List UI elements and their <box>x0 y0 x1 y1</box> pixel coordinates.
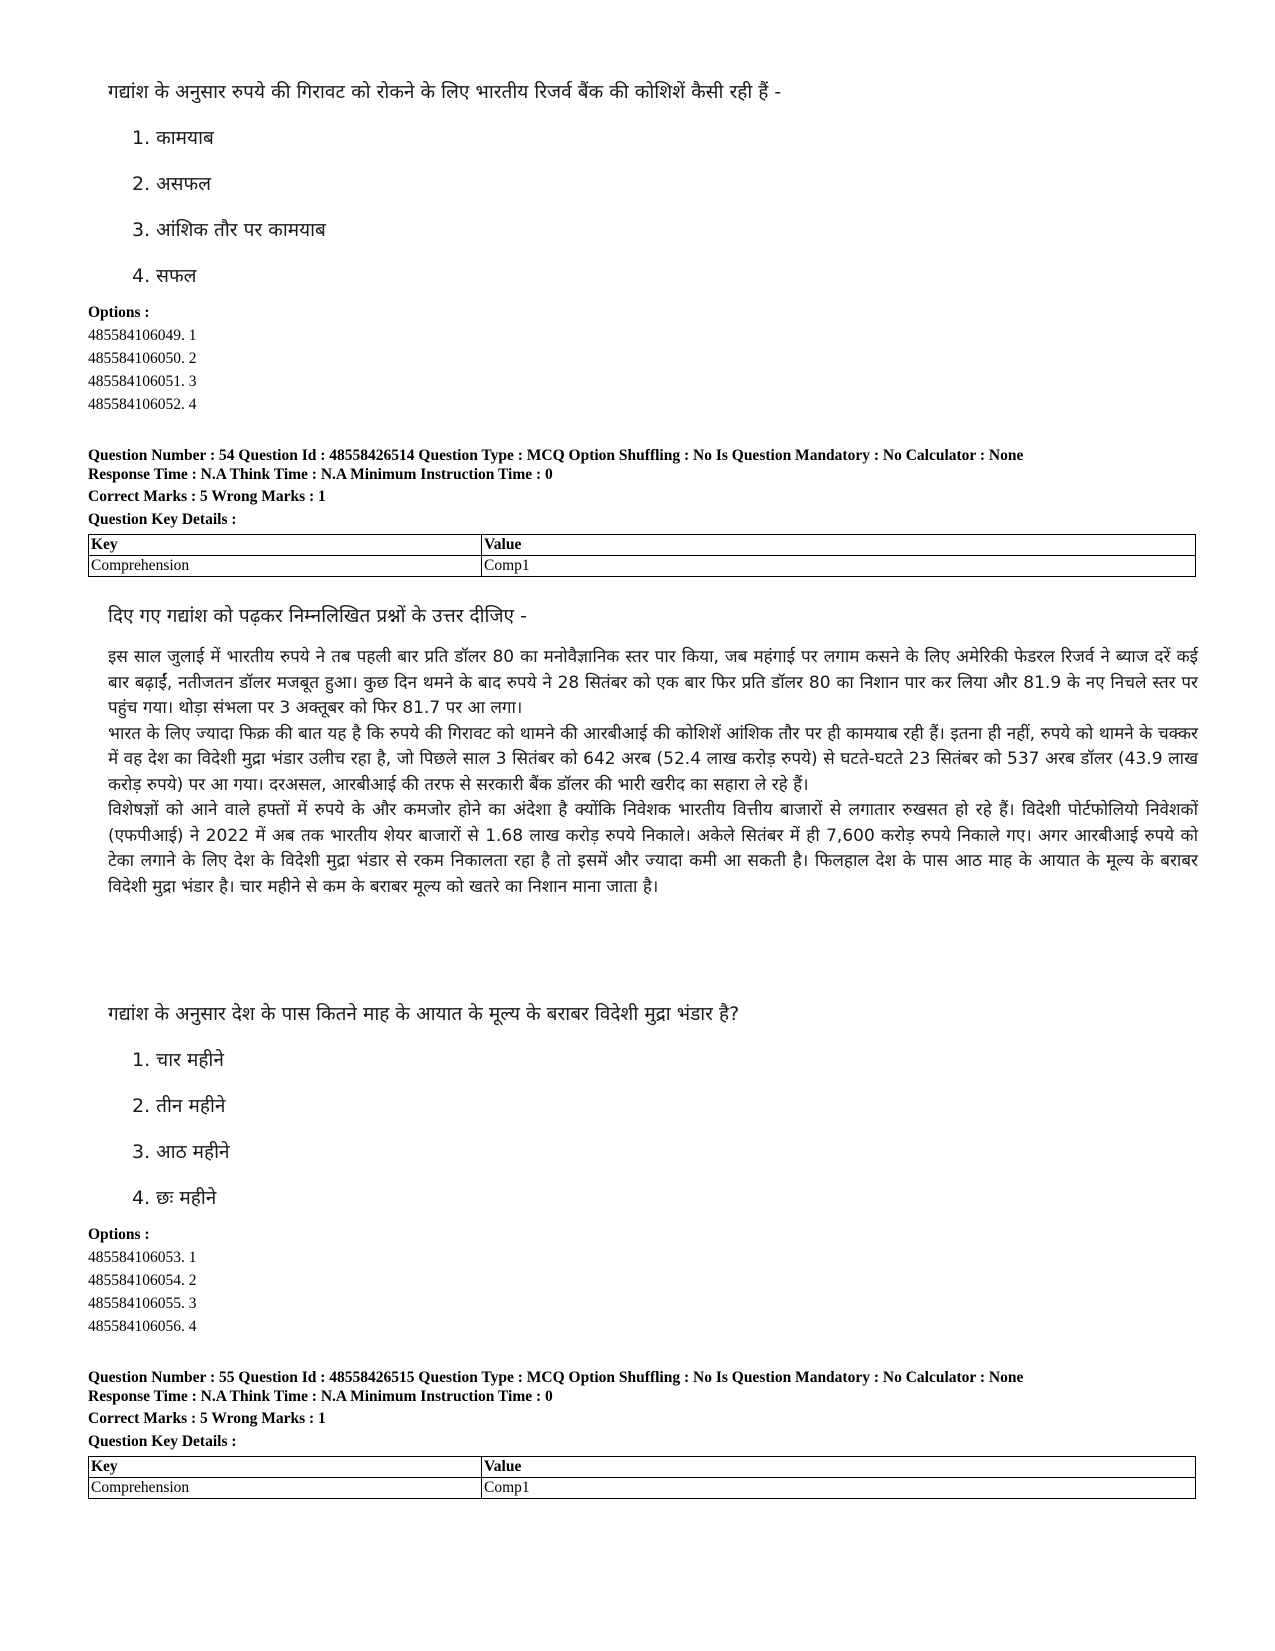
question-meta-line: Question Number : 54 Question Id : 48558426514 Question Type : MCQ Option Shuffling : No Is Question Mandatory : No Calculator : None <box>88 447 1024 464</box>
key-table <box>88 1456 1196 1499</box>
choice-4: 4. सफल <box>132 265 197 287</box>
passage <box>108 645 1198 900</box>
table-row <box>89 535 1196 556</box>
question-meta <box>88 446 1023 484</box>
options-label: Options : <box>88 1226 150 1243</box>
option-id: 485584106051. 3 <box>88 373 197 390</box>
option-id: 485584106052. 4 <box>88 396 197 413</box>
table-row <box>89 556 1196 577</box>
options-label: Options : <box>88 304 150 321</box>
choice-3: 3. आठ महीने <box>132 1141 230 1163</box>
choice-1: 1. चार महीने <box>132 1049 224 1071</box>
key-table <box>88 534 1196 577</box>
key-details-label: Question Key Details : <box>88 511 237 528</box>
table-row <box>89 1478 1196 1499</box>
option-id: 485584106050. 2 <box>88 350 197 367</box>
passage-paragraph: भारत के लिए ज्यादा फिक्र की बात यह है कि रुपये की गिरावट को थामने की आरबीआई की कोशिशें आंशिक तौर पर ही कामयाब रही हैं। इतना ही नहीं, रुपये को थामने के चक्कर में वह देश का विदेशी मुद्रा भंडार उलीच रहा है, जो पिछले साल 3 सितंबर को 642 अरब (52.4 लाख करोड़ रुपये) से घटते-घटते 23 सितंबर को 537 अरब डॉलर (43.9 लाख करोड़ रुपये) पर आ गया। दरअसल, आरबीआई की तरफ से सरकारी बैंक डॉलर की भारी खरीद का सहारा ले रहे हैं। <box>108 723 1198 795</box>
table-cell-key: Comprehension <box>89 556 482 577</box>
question-text: गद्यांश के अनुसार देश के पास कितने माह के आयात के मूल्य के बराबर विदेशी मुद्रा भंडार है? <box>108 1003 740 1025</box>
table-header-key: Key <box>89 535 482 556</box>
choice-3: 3. आंशिक तौर पर कामयाब <box>132 219 326 241</box>
option-id: 485584106049. 1 <box>88 327 197 344</box>
table-header-value: Value <box>482 535 1196 556</box>
marks-line: Correct Marks : 5 Wrong Marks : 1 <box>88 1410 326 1427</box>
passage-instruction: दिए गए गद्यांश को पढ़कर निम्नलिखित प्रश्नों के उत्तर दीजिए - <box>108 605 527 627</box>
question-meta-line: Response Time : N.A Think Time : N.A Minimum Instruction Time : 0 <box>88 1388 553 1405</box>
question-text: गद्यांश के अनुसार रुपये की गिरावट को रोकने के लिए भारतीय रिजर्व बैंक की कोशिशें कैसी रही हैं - <box>108 81 782 103</box>
table-header-key: Key <box>89 1457 482 1478</box>
option-id: 485584106053. 1 <box>88 1249 197 1266</box>
passage-paragraph: इस साल जुलाई में भारतीय रुपये ने तब पहली बार प्रति डॉलर 80 का मनोवैज्ञानिक स्तर पार किया, जब महंगाई पर लगाम कसने के लिए अमेरिकी फेडरल रिजर्व ने ब्याज दरें कई बार बढ़ाईं, नतीजतन डॉलर मजबूत हुआ। कुछ दिन थमने के बाद रुपये ने 28 सितंबर को एक बार फिर प्रति डॉलर 80 का निशान पार कर लिया और 81.9 के नए निचले स्तर पर पहुंच गया। थोड़ा संभला पर 3 अक्तूबर को फिर 81.7 पर आ लगा। <box>108 647 1198 718</box>
option-id: 485584106054. 2 <box>88 1272 197 1289</box>
table-cell-value: Comp1 <box>482 1478 1196 1499</box>
question-meta-line: Question Number : 55 Question Id : 48558426515 Question Type : MCQ Option Shuffling : No Is Question Mandatory : No Calculator : None <box>88 1369 1024 1386</box>
option-id: 485584106056. 4 <box>88 1318 197 1335</box>
choice-4: 4. छः महीने <box>132 1187 217 1209</box>
marks-line: Correct Marks : 5 Wrong Marks : 1 <box>88 488 326 505</box>
question-meta-line: Response Time : N.A Think Time : N.A Minimum Instruction Time : 0 <box>88 466 553 483</box>
key-details-label: Question Key Details : <box>88 1433 237 1450</box>
table-cell-key: Comprehension <box>89 1478 482 1499</box>
option-id: 485584106055. 3 <box>88 1295 197 1312</box>
choice-2: 2. असफल <box>132 173 212 195</box>
table-row <box>89 1457 1196 1478</box>
table-header-value: Value <box>482 1457 1196 1478</box>
table-cell-value: Comp1 <box>482 556 1196 577</box>
choice-1: 1. कामयाब <box>132 127 214 149</box>
passage-paragraph: विशेषज्ञों को आने वाले हफ्तों में रुपये के और कमजोर होने का अंदेशा है क्योंकि निवेशक भारतीय वित्तीय बाजारों से लगातार रुखसत हो रहे हैं। विदेशी पोर्टफोलियो निवेशकों (एफपीआई) ने 2022 में अब तक भारतीय शेयर बाजारों से 1.68 लाख करोड़ रुपये निकाले। अकेले सितंबर में ही 7,600 करोड़ रुपये निकाले गए। अगर आरबीआई रुपये को टेका लगाने के लिए देश के विदेशी मुद्रा भंडार से रकम निकालता रहा है तो इसमें और ज्यादा कमी आ सकती है। फिलहाल देश के पास आठ माह के आयात के मूल्य के बराबर विदेशी मुद्रा भंडार है। चार महीने से कम के बराबर मूल्य को खतरे का निशान माना जाता है। <box>108 800 1198 897</box>
choice-2: 2. तीन महीने <box>132 1095 226 1117</box>
question-meta <box>88 1368 1023 1406</box>
